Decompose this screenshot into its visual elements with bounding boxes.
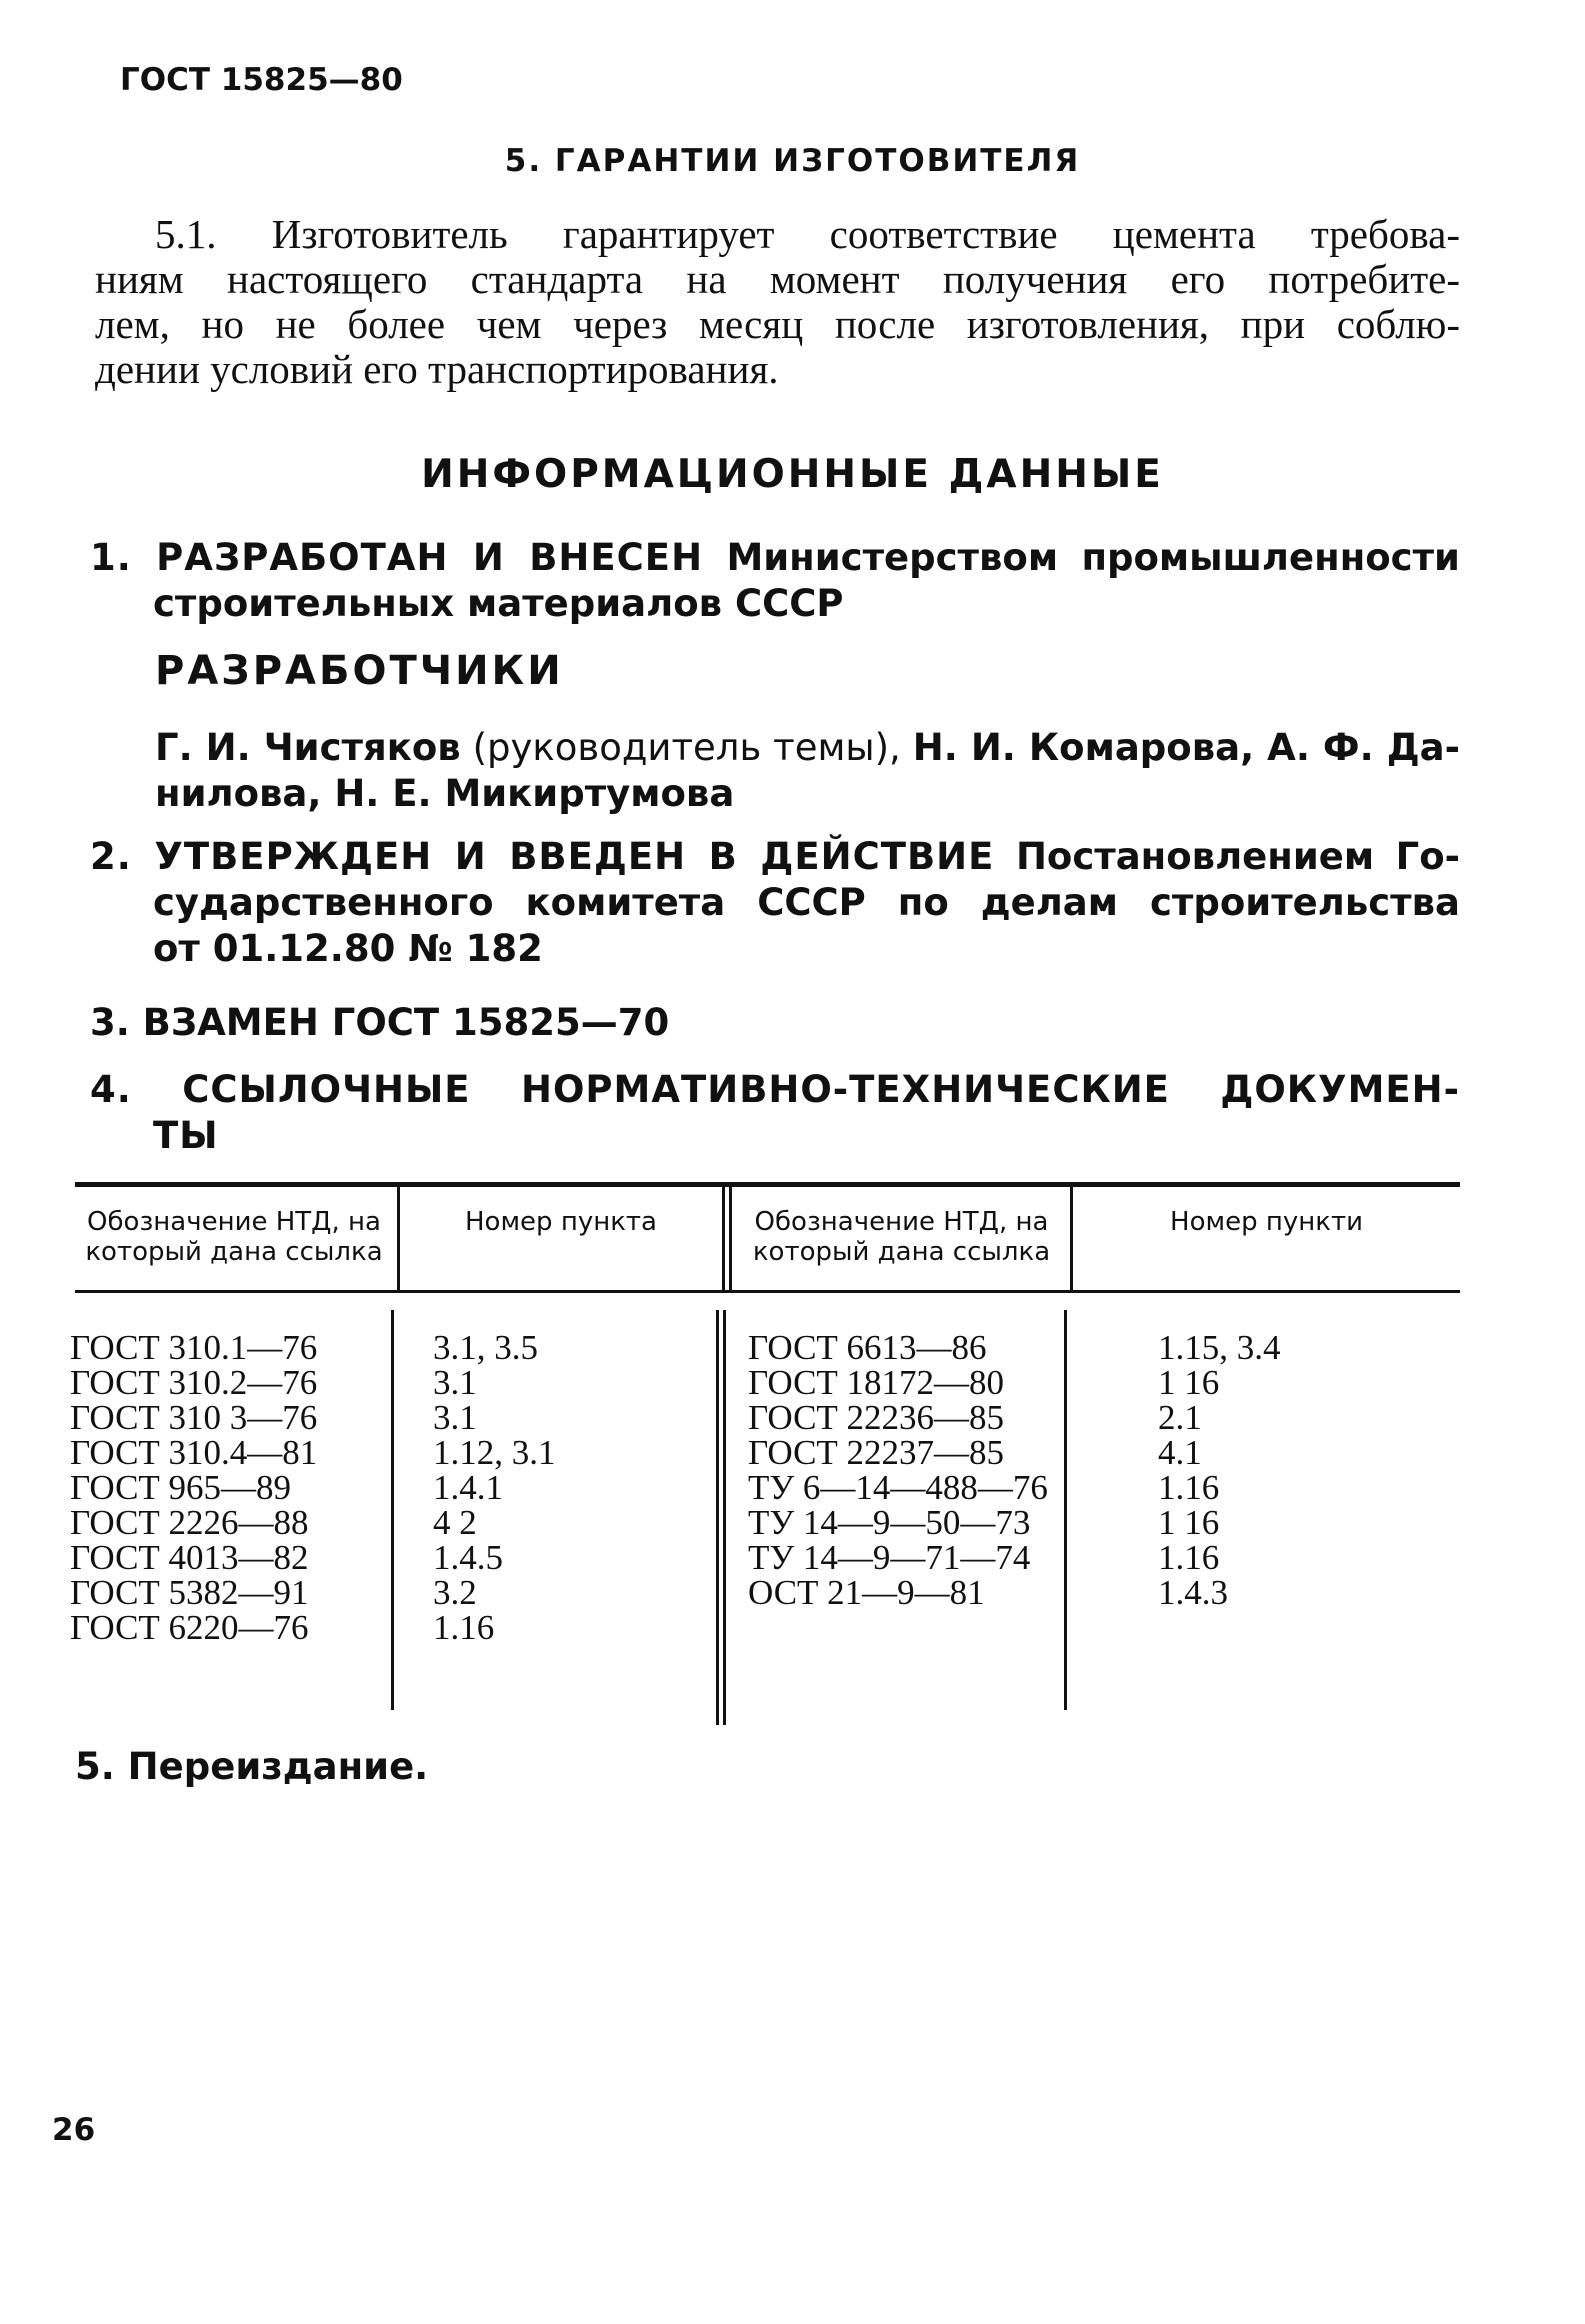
section-5-1-paragraph <box>95 212 1460 392</box>
column-header-document <box>733 1207 1070 1267</box>
table-cell-document: ГОСТ 18172—80 <box>748 1363 1005 1402</box>
table-cell-document: ГОСТ 22237—85 <box>748 1433 1005 1472</box>
info-item-4 <box>90 1067 1460 1159</box>
table-cell-item: 3.1, 3.5 <box>433 1328 538 1367</box>
column-divider <box>391 1310 394 1710</box>
table-top-rule <box>75 1182 1460 1187</box>
developer-name: Г. И. Чистяков <box>155 726 461 769</box>
table-cell-document: ГОСТ 22236—85 <box>748 1398 1005 1437</box>
item-label: 4. ССЫЛОЧНЫЕ НОРМАТИВНО-ТЕХНИЧЕСКИЕ ДОКУМЕН- <box>90 1068 1460 1111</box>
header-line: который дана ссылка <box>752 1237 1051 1267</box>
column-divider <box>1070 1187 1073 1290</box>
table-cell-item: 1.16 <box>433 1608 495 1647</box>
paragraph-line: дении условий его транспортирования. <box>95 346 779 392</box>
table-cell-item: 4.1 <box>1158 1433 1202 1472</box>
column-divider <box>1064 1310 1067 1710</box>
column-header-document <box>75 1207 393 1267</box>
paragraph-line: ниям настоящего стандарта на момент получения его потребите- <box>95 256 1460 302</box>
table-cell-document: ГОСТ 2226—88 <box>70 1503 309 1542</box>
info-item-2 <box>90 834 1460 972</box>
info-data-title: ИНФОРМАЦИОННЫЕ ДАННЫЕ <box>421 452 1164 497</box>
info-item-1 <box>90 535 1460 627</box>
table-cell-item: 1 16 <box>1158 1363 1220 1402</box>
table-cell-item: 4 2 <box>433 1503 477 1542</box>
item-label: ТЫ <box>153 1114 219 1157</box>
table-cell-item: 3.2 <box>433 1573 477 1612</box>
column-divider <box>722 1187 725 1290</box>
table-cell-item: 1.15, 3.4 <box>1158 1328 1281 1367</box>
table-cell-item: 1.16 <box>1158 1538 1220 1577</box>
column-divider <box>397 1187 400 1290</box>
table-cell-document: ОСТ 21—9—81 <box>748 1573 985 1612</box>
table-cell-document: ГОСТ 6613—86 <box>748 1328 987 1367</box>
header-line: Обозначение НТД, на <box>754 1207 1049 1237</box>
table-cell-document: ГОСТ 310.2—76 <box>70 1363 318 1402</box>
developers-title: РАЗРАБОТЧИКИ <box>155 648 564 694</box>
developers-list <box>155 725 1460 817</box>
right-item-column <box>1158 1330 1281 1610</box>
developer-name: нилова, Н. Е. Микиртумова <box>155 772 735 815</box>
table-cell-item: 2.1 <box>1158 1398 1202 1437</box>
paragraph-line: 5.1. Изготовитель гарантирует соответствие цемента требова- <box>155 211 1460 257</box>
table-cell-item: 3.1 <box>433 1363 477 1402</box>
page-number: 26 <box>52 2112 96 2148</box>
item-text: от 01.12.80 № 182 <box>153 927 543 970</box>
developer-role: (руководитель темы), <box>460 726 913 769</box>
column-header-item: Номер пункта <box>464 1207 657 1237</box>
paragraph-line: лем, но не более чем через месяц после изготовления, при соблю- <box>95 301 1460 347</box>
item-text: Постановлением Го- <box>1015 835 1460 878</box>
table-cell-document: ГОСТ 5382—91 <box>70 1573 309 1612</box>
developer-name: Н. И. Комарова, А. Ф. Да- <box>912 726 1460 769</box>
table-cell-item: 1 16 <box>1158 1503 1220 1542</box>
table-header-rule <box>75 1290 1460 1293</box>
item-text: строительных материалов СССР <box>153 582 844 625</box>
table-cell-item: 1.16 <box>1158 1468 1220 1507</box>
column-divider <box>729 1187 732 1290</box>
right-doc-column <box>748 1330 1048 1610</box>
column-header-item: Номер пункти <box>1170 1207 1363 1237</box>
column-divider <box>723 1310 726 1725</box>
table-cell-item: 1.4.5 <box>433 1538 503 1577</box>
section-title-manufacturer-warranty: 5. ГАРАНТИИ ИЗГОТОВИТЕЛЯ <box>504 143 1081 179</box>
table-cell-document: ТУ 14—9—71—74 <box>748 1538 1031 1577</box>
table-cell-document: ТУ 6—14—488—76 <box>748 1468 1048 1507</box>
table-cell-document: ГОСТ 310.4—81 <box>70 1433 318 1472</box>
table-cell-document: ГОСТ 6220—76 <box>70 1608 309 1647</box>
header-line: который дана ссылка <box>85 1237 383 1267</box>
info-item-3: 3. ВЗАМЕН ГОСТ 15825—70 <box>90 1001 670 1044</box>
table-cell-item: 1.4.3 <box>1158 1573 1228 1612</box>
table-cell-document: ГОСТ 4013—82 <box>70 1538 309 1577</box>
table-cell-document: ТУ 14—9—50—73 <box>748 1503 1031 1542</box>
table-cell-item: 3.1 <box>433 1398 477 1437</box>
item-text: сударственного комитета СССР по делам строительства <box>153 881 1460 924</box>
left-doc-column <box>70 1330 317 1645</box>
item-text: Министерством промышленности <box>726 536 1460 579</box>
table-cell-document: ГОСТ 310.1—76 <box>70 1328 318 1367</box>
table-cell-document: ГОСТ 965—89 <box>70 1468 292 1507</box>
info-item-5: 5. Переиздание. <box>75 1745 429 1788</box>
column-divider <box>716 1310 719 1725</box>
table-cell-item: 1.4.1 <box>433 1468 503 1507</box>
header-line: Обозначение НТД, на <box>87 1207 381 1237</box>
left-item-column <box>433 1330 556 1645</box>
document-header: ГОСТ 15825—80 <box>120 62 403 98</box>
item-label: 1. РАЗРАБОТАН И ВНЕСЕН <box>90 536 704 579</box>
table-cell-document: ГОСТ 310 3—76 <box>70 1398 318 1437</box>
item-label: 2. УТВЕРЖДЕН И ВВЕДЕН В ДЕЙСТВИЕ <box>90 835 995 878</box>
table-cell-item: 1.12, 3.1 <box>433 1433 556 1472</box>
